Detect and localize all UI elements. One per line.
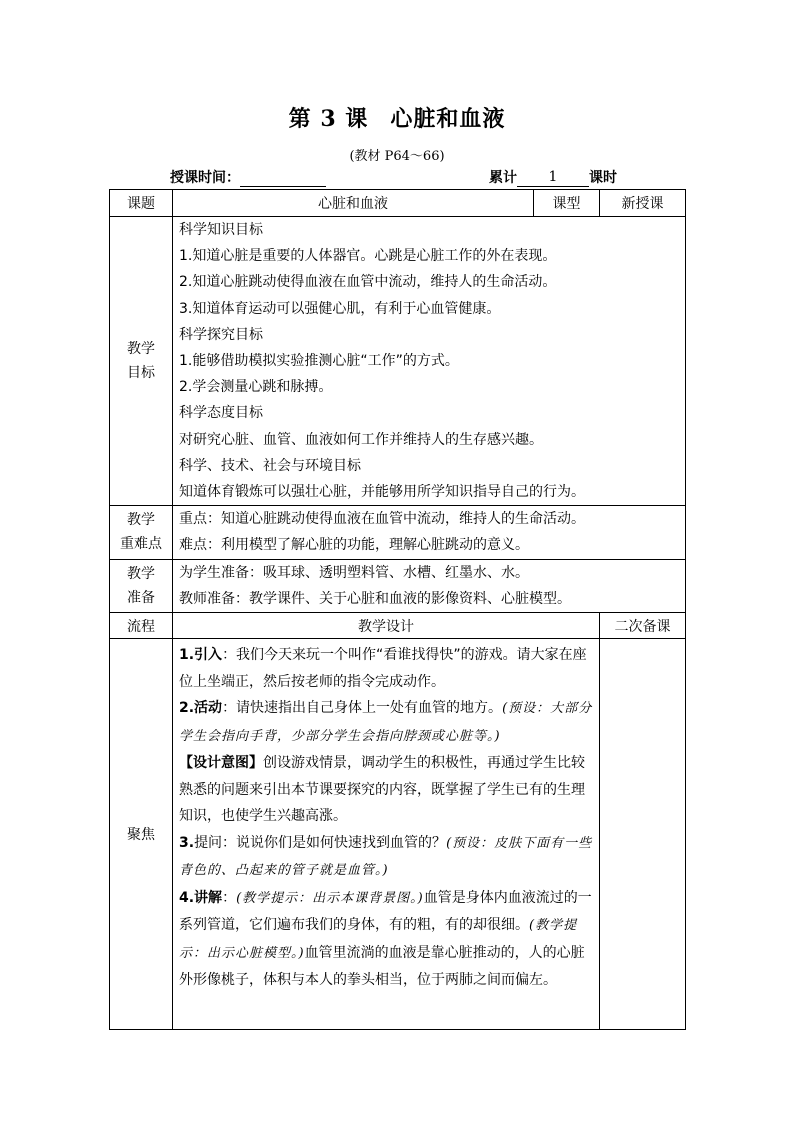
focus-label: 聚焦 xyxy=(110,639,173,1030)
preparation-label: 教学 准备 xyxy=(110,559,173,612)
objective-item: 2.学会测量心跳和脉搏。 xyxy=(179,379,333,396)
total-value: 1 xyxy=(517,169,589,187)
teaching-time-label: 授课时间： xyxy=(170,170,240,186)
key-points-label: 教学 重难点 xyxy=(110,506,173,559)
design-header: 教学设计 xyxy=(173,613,600,639)
second-prep-header: 二次备课 xyxy=(600,613,686,639)
total-hours xyxy=(489,167,617,187)
focus-paragraph-intro: 1.引入：我们今天来玩一个叫作“看谁找得快”的游戏。请大家在座位上坐端正，然后按老师的指令完成动作。 xyxy=(179,647,587,690)
objective-heading: 科学探究目标 xyxy=(179,326,263,343)
design-header-row xyxy=(110,613,686,639)
lesson-topic: 心脏和血液 xyxy=(390,106,506,132)
focus-row xyxy=(110,639,686,1030)
objective-heading: 科学、技术、社会与环境目标 xyxy=(179,457,361,474)
objective-item: 3.知道体育运动可以强健心肌，有利于心血管健康。 xyxy=(179,300,501,317)
total-unit: 课时 xyxy=(589,170,617,186)
objectives-label: 教学 目标 xyxy=(110,217,173,506)
preparation-row xyxy=(110,559,686,612)
topic-value: 心脏和血液 xyxy=(173,190,534,217)
total-label: 累计 xyxy=(489,170,517,186)
focus-paragraph-explain: 4.讲解：(教学提示：出示本课背景图。)血管是身体内血液流过的一系列管道，它们遍布我们的身体，有的粗，有的却很细。(教学提示：出示心脏模型。)血管里流淌的血液是靠心脏推动的，人的心脏外形像桃子，体积与本人的拳头相当，位于两肺之间而偏左。 xyxy=(179,889,592,989)
objective-item: 1.能够借助模拟实验推测心脏“工作”的方式。 xyxy=(179,353,459,370)
textbook-pages: (教材 P64～66) xyxy=(349,149,445,164)
type-value: 新授课 xyxy=(600,190,686,217)
focus-paragraph-question: 3.提问：说说你们是如何快速找到血管的？(预设：皮肤下面有一些青色的、凸起来的管子就是血管。) xyxy=(179,834,593,879)
lesson-title xyxy=(0,102,794,133)
focus-paragraph-activity: 2.活动：请快速指出自己身体上一处有血管的地方。(预设：大部分学生会指向手背，少部分学生会指向脖颈或心脏等。) xyxy=(179,700,593,744)
key-points-content xyxy=(173,506,686,559)
type-label: 课型 xyxy=(534,190,600,217)
key-points-row xyxy=(110,506,686,559)
topic-row xyxy=(110,190,686,217)
objectives-content xyxy=(173,217,686,506)
topic-label: 课题 xyxy=(110,190,173,217)
preparation-content xyxy=(173,559,686,612)
teaching-time xyxy=(170,167,326,187)
objectives-row xyxy=(110,217,686,506)
key-point-item: 难点：利用模型了解心脏的功能，理解心脏跳动的意义。 xyxy=(179,537,529,554)
flow-header: 流程 xyxy=(110,613,173,639)
objective-heading: 科学知识目标 xyxy=(179,222,263,238)
second-prep-cell[interactable] xyxy=(600,639,686,1030)
preparation-item: 教师准备：教学课件、关于心脏和血液的影像资料、心脏模型。 xyxy=(179,590,571,607)
objective-item: 知道体育锻炼可以强壮心脏，并能够用所学知识指导自己的行为。 xyxy=(179,484,585,501)
objective-item: 1.知道心脏是重要的人体器官。心跳是心脏工作的外在表现。 xyxy=(179,248,557,265)
lesson-number: 第 3 课 xyxy=(288,106,369,132)
objective-item: 2.知道心脏跳动使得血液在血管中流动，维持人的生命活动。 xyxy=(179,274,557,291)
focus-content xyxy=(173,639,600,1030)
focus-paragraph-intent: 【设计意图】创设游戏情景，调动学生的积极性，再通过学生比较熟悉的问题来引出本节课要探究的内容，既掌握了学生已有的生理知识，也使学生兴趣高涨。 xyxy=(179,755,585,825)
lesson-plan-table xyxy=(109,189,686,1030)
teaching-time-blank[interactable] xyxy=(240,171,326,187)
objective-item: 对研究心脏、血管、血液如何工作并维持人的生存感兴趣。 xyxy=(179,431,543,448)
key-point-item: 重点：知道心脏跳动使得血液在血管中流动，维持人的生命活动。 xyxy=(179,511,585,528)
preparation-item: 为学生准备：吸耳球、透明塑料管、水槽、红墨水、水。 xyxy=(179,564,529,581)
objective-heading: 科学态度目标 xyxy=(179,405,263,422)
